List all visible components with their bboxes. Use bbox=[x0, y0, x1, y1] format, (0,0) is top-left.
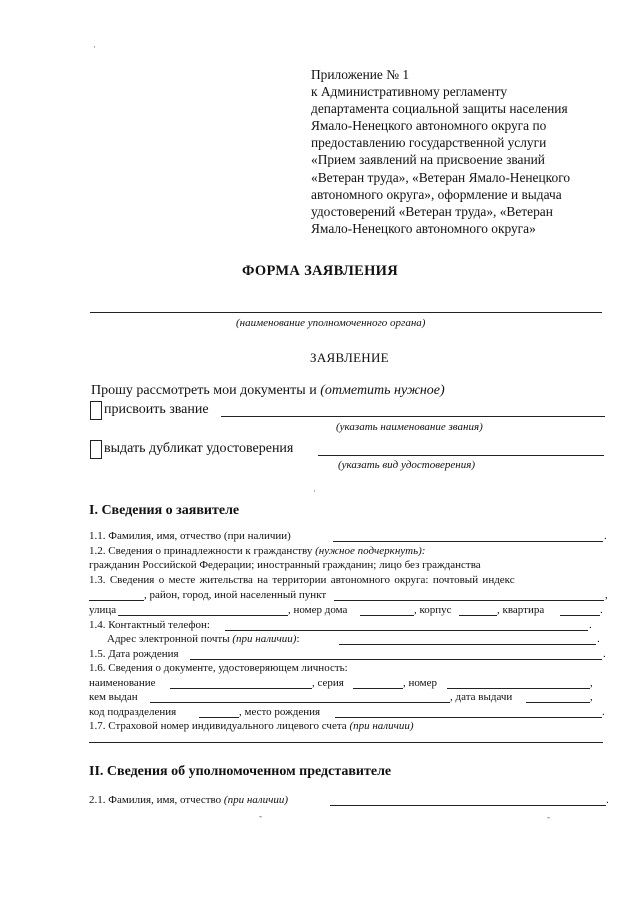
period-mark: . bbox=[600, 604, 603, 616]
locality-label: , район, город, иной населенный пункт bbox=[144, 589, 327, 601]
scan-speck: · bbox=[313, 486, 316, 496]
appendix-line: «Прием заявлений на присвоение званий bbox=[311, 152, 545, 168]
issued-by-label: кем выдан bbox=[89, 691, 138, 703]
apartment-input[interactable] bbox=[560, 615, 600, 616]
street-input[interactable] bbox=[118, 615, 288, 616]
field-1-1-input[interactable] bbox=[333, 541, 603, 542]
doc-number-label: , номер bbox=[403, 677, 438, 689]
organ-caption: (наименование уполномоченного органа) bbox=[236, 317, 426, 329]
field-1-3-label: 1.3. Сведения о месте жительства на территории автономного округа: почтовый индекс bbox=[89, 574, 515, 586]
doc-number-input[interactable] bbox=[447, 688, 590, 689]
section-1-title: I. Сведения о заявителе bbox=[89, 503, 240, 518]
appendix-line: «Ветеран труда», «Ветеран Ямало-Ненецкого bbox=[311, 169, 571, 185]
field-1-7-label bbox=[89, 720, 414, 732]
field-1-5-label: 1.5. Дата рождения bbox=[89, 648, 179, 660]
assign-title-checkbox[interactable] bbox=[90, 401, 102, 420]
email-input[interactable] bbox=[339, 644, 596, 645]
period-mark: . bbox=[597, 633, 600, 645]
certificate-type-caption: (указать вид удостоверения) bbox=[338, 459, 476, 471]
building-input[interactable] bbox=[459, 615, 497, 616]
postal-index-input[interactable] bbox=[89, 600, 144, 601]
field-1-6-label: 1.6. Сведения о документе, удостоверяющем личность: bbox=[89, 662, 348, 674]
appendix-line: предоставлению государственной услуги bbox=[311, 135, 547, 151]
issue-date-label: , дата выдачи bbox=[450, 691, 513, 703]
scan-speck: - bbox=[547, 812, 550, 822]
scan-speck: · bbox=[93, 42, 96, 52]
apartment-label: , квартира bbox=[497, 604, 545, 616]
period-mark: . bbox=[589, 619, 592, 631]
organ-name-field[interactable] bbox=[90, 312, 602, 313]
appendix-line: Ямало-Ненецкого автономного округа» bbox=[311, 220, 536, 236]
comma-mark: , bbox=[605, 589, 608, 601]
appendix-line: удостоверений «Ветеран труда», «Ветеран bbox=[311, 203, 553, 219]
field-2-1-text: 2.1. Фамилия, имя, отчество bbox=[89, 794, 222, 806]
field-1-2-note: (нужное подчеркнуть): bbox=[315, 545, 426, 557]
appendix-line: Приложение № 1 bbox=[311, 67, 410, 82]
appendix-line: автономного округа», оформление и выдача bbox=[311, 186, 562, 202]
request-intro bbox=[91, 383, 445, 399]
phone-input[interactable] bbox=[225, 630, 588, 631]
period-mark: . bbox=[602, 706, 605, 718]
field-2-1-label bbox=[89, 794, 288, 806]
field-1-7-text: 1.7. Страховой номер индивидуального лицевого счета bbox=[89, 720, 347, 732]
appendix-header bbox=[311, 66, 570, 237]
insurance-number-input[interactable] bbox=[89, 742, 603, 743]
form-title: ФОРМА ЗАЯВЛЕНИЯ bbox=[242, 263, 398, 279]
field-1-7-note: (при наличии) bbox=[349, 720, 414, 732]
assign-title-label: присвоить звание bbox=[104, 402, 209, 417]
title-name-caption: (указать наименование звания) bbox=[336, 421, 483, 433]
citizenship-options[interactable]: гражданин Российской Федерации; иностранный гражданин; лицо без гражданства bbox=[89, 559, 481, 571]
street-label: улица bbox=[89, 604, 117, 616]
title-name-field[interactable] bbox=[221, 416, 605, 417]
birth-date-input[interactable] bbox=[190, 659, 602, 660]
comma-mark: , bbox=[590, 691, 593, 703]
comma-mark: , bbox=[590, 677, 593, 689]
section-2-title: II. Сведения об уполномоченном представителе bbox=[89, 764, 392, 779]
birthplace-label: , место рождения bbox=[239, 706, 321, 718]
field-1-2-text: 1.2. Сведения о принадлежности к гражданству bbox=[89, 545, 313, 557]
field-1-2-label bbox=[89, 545, 425, 557]
birthplace-input[interactable] bbox=[335, 717, 602, 718]
statement-title: ЗАЯВЛЕНИЕ bbox=[310, 350, 389, 365]
division-code-input[interactable] bbox=[199, 717, 239, 718]
building-label: , корпус bbox=[414, 604, 452, 616]
duplicate-label: выдать дубликат удостоверения bbox=[104, 441, 294, 456]
period-mark: . bbox=[606, 794, 609, 806]
doc-name-label: наименование bbox=[89, 677, 156, 689]
period-mark: . bbox=[603, 648, 606, 660]
field-1-4-label: 1.4. Контактный телефон: bbox=[89, 619, 210, 631]
appendix-line: к Административному регламенту bbox=[311, 84, 508, 100]
duplicate-checkbox[interactable] bbox=[90, 440, 102, 459]
doc-series-label: , серия bbox=[312, 677, 344, 689]
field-2-1-note: (при наличии) bbox=[223, 794, 288, 806]
scan-speck: - bbox=[259, 811, 262, 821]
certificate-type-field[interactable] bbox=[318, 455, 604, 456]
appendix-line: департамента социальной защиты населения bbox=[311, 101, 568, 117]
house-label: , номер дома bbox=[288, 604, 348, 616]
email-label: Адрес электронной почты (при наличии): bbox=[107, 633, 300, 645]
field-2-1-input[interactable] bbox=[330, 805, 606, 806]
email-note: (при наличии) bbox=[232, 633, 297, 645]
doc-series-input[interactable] bbox=[353, 688, 403, 689]
doc-name-input[interactable] bbox=[170, 688, 312, 689]
email-label-text: Адрес электронной почты bbox=[107, 633, 230, 645]
period-mark: . bbox=[604, 530, 607, 542]
issue-date-input[interactable] bbox=[526, 702, 590, 703]
issued-by-input[interactable] bbox=[150, 702, 450, 703]
house-input[interactable] bbox=[360, 615, 414, 616]
request-intro-note: (отметить нужное) bbox=[320, 383, 445, 398]
appendix-line: Ямало-Ненецкого автономного округа по bbox=[311, 118, 547, 134]
request-intro-text: Прошу рассмотреть мои документы и bbox=[91, 383, 317, 398]
field-1-1-label: 1.1. Фамилия, имя, отчество (при наличии) bbox=[89, 530, 291, 542]
locality-input[interactable] bbox=[334, 600, 604, 601]
division-code-label: код подразделения bbox=[89, 706, 177, 718]
